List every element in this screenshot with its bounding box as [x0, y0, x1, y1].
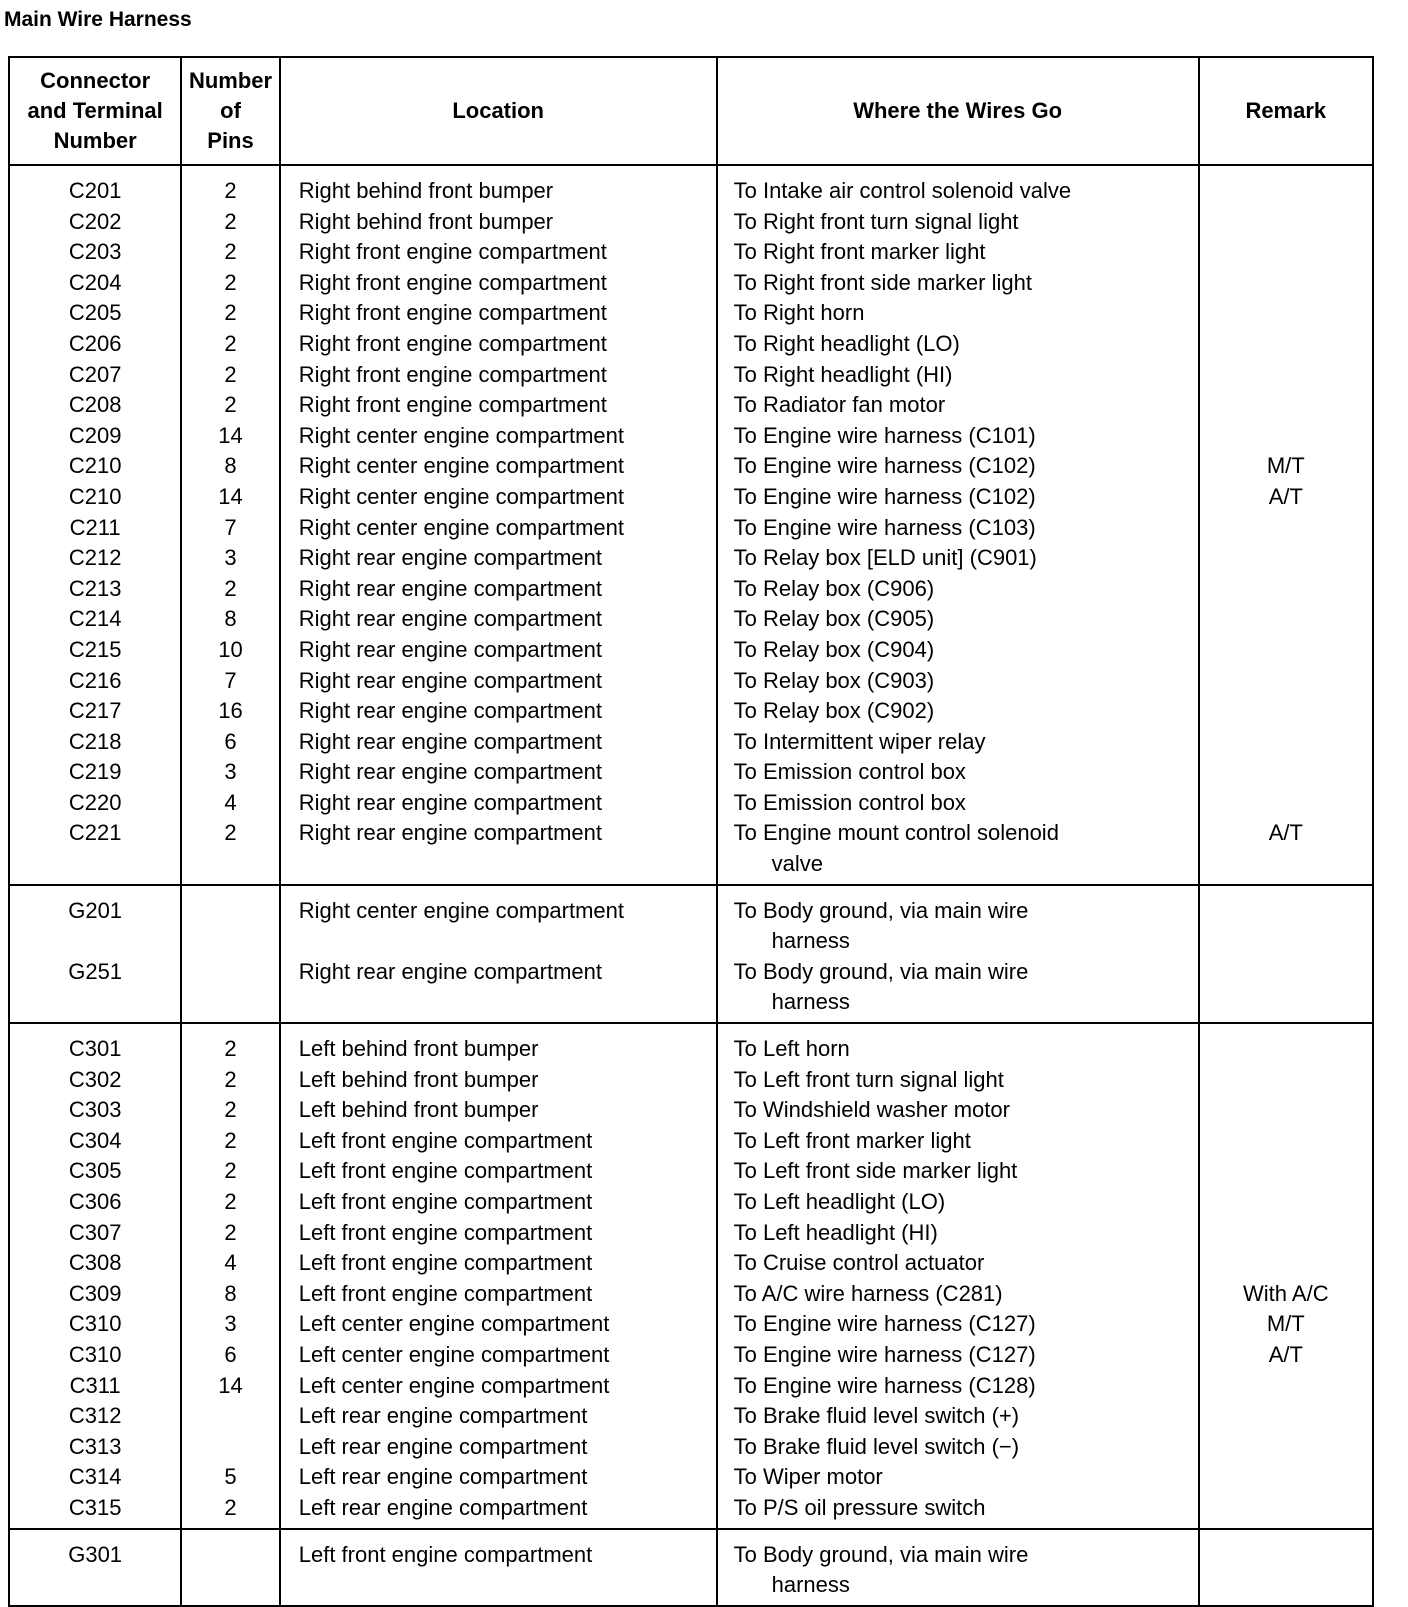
header-pins-line: of — [220, 98, 241, 123]
wires-text: To Intermittent wiper relay — [733, 728, 986, 754]
remark-cell — [1199, 885, 1373, 1023]
location-text: Right rear engine compartment — [298, 575, 602, 601]
location-text: Right rear engine compartment — [298, 958, 602, 984]
wires-text: To Emission control box — [733, 789, 966, 815]
pins-text — [182, 896, 278, 927]
location-cell — [280, 1529, 717, 1606]
remark-text — [1200, 635, 1372, 666]
header-location: Location — [280, 57, 717, 165]
connector-text: C307 — [68, 1219, 122, 1245]
wires-text: To Engine wire harness (C102) — [733, 453, 1036, 479]
wires-text: To Relay box (C906) — [733, 575, 935, 601]
connector-text: C210 — [68, 453, 122, 479]
pins-text: 8 — [224, 606, 237, 632]
location-text: Right rear engine compartment — [298, 728, 602, 754]
wires-text: To Right front turn signal light — [733, 208, 1019, 234]
wires-text: To Body ground, via main wire — [733, 1541, 1029, 1567]
wires-text: To Relay box [ELD unit] (C901) — [733, 545, 1037, 571]
pins-text: 2 — [224, 1097, 237, 1123]
pins-text: 3 — [224, 545, 237, 571]
header-row — [9, 57, 1373, 165]
connector-text: C315 — [68, 1494, 122, 1520]
pins-text: 5 — [224, 1464, 237, 1490]
location-text: Right rear engine compartment — [298, 606, 602, 632]
location-text: Left center engine compartment — [298, 1311, 610, 1337]
spacer — [1200, 849, 1372, 880]
remark-text — [1200, 696, 1372, 727]
pins-text — [182, 957, 278, 988]
connector-text: C203 — [68, 239, 122, 265]
pins-text: 2 — [224, 1036, 237, 1062]
pins-text: 7 — [224, 667, 237, 693]
connector-text: C219 — [68, 759, 122, 785]
location-text: Left rear engine compartment — [298, 1403, 588, 1429]
wires-text: To Right front side marker light — [733, 269, 1032, 295]
connector-text: C217 — [68, 698, 122, 724]
location-text: Right rear engine compartment — [298, 789, 602, 815]
wires-text: To P/S oil pressure switch — [733, 1494, 986, 1520]
connector-cell — [9, 1529, 181, 1606]
pins-text: 2 — [224, 1158, 237, 1184]
wires-text: To Wiper motor — [733, 1464, 883, 1490]
wires-text-continued: harness — [771, 1572, 850, 1598]
pins-text: 3 — [224, 759, 237, 785]
remark-text — [1200, 268, 1372, 299]
wires-text: To Relay box (C902) — [733, 698, 935, 724]
connector-text: C208 — [68, 392, 122, 418]
pins-text: 6 — [224, 728, 237, 754]
wires-text: To Intake air control solenoid valve — [733, 178, 1072, 203]
wires-text: To Right front marker light — [733, 239, 986, 265]
header-connector — [9, 57, 181, 165]
connector-cell — [9, 1023, 181, 1529]
wires-text: To Engine wire harness (C127) — [733, 1311, 1036, 1337]
pins-text: 14 — [218, 483, 243, 509]
wires-text: To Left headlight (HI) — [733, 1219, 938, 1245]
connector-text: C305 — [68, 1158, 122, 1184]
connector-text: C206 — [68, 330, 122, 356]
connector-text: C310 — [68, 1341, 122, 1367]
wires-text: To Right horn — [733, 300, 865, 326]
location-text: Left front engine compartment — [298, 1250, 593, 1276]
remark-text — [1200, 896, 1372, 927]
wires-text: To Cruise control actuator — [733, 1250, 985, 1276]
pins-text: 2 — [224, 1189, 237, 1214]
remark-text — [1200, 176, 1372, 207]
location-text: Right behind front bumper — [298, 178, 554, 203]
connector-text: C220 — [68, 789, 122, 815]
header-wires: Where the Wires Go — [717, 57, 1199, 165]
wires-text: To Windshield washer motor — [733, 1097, 1010, 1123]
location-text: Right front engine compartment — [298, 300, 607, 326]
connector-text: C214 — [68, 606, 122, 632]
header-connector-line: Number — [53, 128, 137, 153]
connector-text: C303 — [68, 1097, 122, 1123]
location-text: Right behind front bumper — [298, 208, 554, 234]
pins-text: 7 — [224, 514, 237, 540]
spacer — [1200, 1570, 1372, 1601]
connector-text: C306 — [68, 1189, 122, 1214]
wires-text: To Engine mount control solenoid — [733, 820, 1059, 846]
wires-text: To Relay box (C903) — [733, 667, 935, 693]
pins-text: 2 — [224, 300, 237, 326]
pins-cell — [181, 165, 279, 885]
remark-text — [1200, 207, 1372, 238]
location-cell — [280, 1023, 717, 1529]
remark-text — [1200, 1493, 1372, 1524]
location-text: Right rear engine compartment — [298, 759, 602, 785]
pins-text: 2 — [224, 269, 237, 295]
wires-text: To Left front turn signal light — [733, 1066, 1004, 1092]
remark-text — [1200, 1095, 1372, 1126]
location-text: Left center engine compartment — [298, 1341, 610, 1367]
location-text: Right center engine compartment — [298, 422, 625, 448]
group-row-left-connectors — [9, 1023, 1373, 1529]
remark-text: A/T — [1268, 820, 1303, 846]
connector-text: C210 — [68, 483, 122, 509]
connector-text: C202 — [68, 208, 122, 234]
connector-text: G251 — [68, 958, 123, 984]
spacer — [281, 849, 716, 880]
pins-text: 2 — [224, 1066, 237, 1092]
group-row-right-grounds — [9, 885, 1373, 1023]
wires-text: To Brake fluid level switch (−) — [733, 1433, 1020, 1459]
connector-text: C310 — [68, 1311, 122, 1337]
location-text: Right center engine compartment — [298, 514, 625, 540]
spacer — [1200, 926, 1372, 957]
connector-text: C308 — [68, 1250, 122, 1276]
connector-text: C201 — [68, 178, 122, 203]
remark-text — [1200, 1065, 1372, 1096]
remark-text — [1200, 237, 1372, 268]
pins-text: 2 — [224, 178, 237, 203]
location-text: Left front engine compartment — [298, 1158, 593, 1184]
connector-text: C302 — [68, 1066, 122, 1092]
location-text: Left rear engine compartment — [298, 1433, 588, 1459]
remark-text — [1200, 1371, 1372, 1402]
connector-text: C314 — [68, 1464, 122, 1490]
remark-text — [1200, 543, 1372, 574]
location-text: Left center engine compartment — [298, 1372, 610, 1398]
pins-text — [182, 1540, 278, 1571]
wires-text: To Engine wire harness (C102) — [733, 483, 1036, 509]
location-text: Left behind front bumper — [298, 1097, 539, 1123]
location-text: Right rear engine compartment — [298, 545, 602, 571]
pins-text: 2 — [224, 1494, 237, 1520]
wires-text: To Engine wire harness (C101) — [733, 422, 1036, 448]
location-text: Right front engine compartment — [298, 361, 607, 387]
pins-text: 8 — [224, 453, 237, 479]
connector-text: C312 — [68, 1403, 122, 1429]
connector-text: C313 — [68, 1433, 122, 1459]
remark-text — [1200, 1034, 1372, 1065]
pins-text: 14 — [218, 422, 243, 448]
connector-text: C209 — [68, 422, 122, 448]
location-text: Left behind front bumper — [298, 1036, 539, 1062]
remark-cell — [1199, 165, 1373, 885]
spacer — [10, 987, 180, 1018]
location-text: Left front engine compartment — [298, 1280, 593, 1306]
harness-table — [8, 56, 1374, 1607]
pins-text: 2 — [224, 361, 237, 387]
remark-text — [1200, 1187, 1372, 1218]
spacer — [281, 987, 716, 1018]
wires-text: To Left front marker light — [733, 1127, 971, 1153]
page-title: Main Wire Harness — [4, 8, 192, 31]
pins-text — [182, 1432, 278, 1463]
remark-text — [1200, 666, 1372, 697]
spacer — [182, 1570, 278, 1601]
location-text: Left front engine compartment — [298, 1127, 593, 1153]
remark-text — [1200, 757, 1372, 788]
spacer — [182, 926, 278, 957]
wires-text: To A/C wire harness (C281) — [733, 1280, 1003, 1306]
remark-text — [1200, 1156, 1372, 1187]
header-pins — [181, 57, 279, 165]
connector-text: C309 — [68, 1280, 122, 1306]
connector-text: C301 — [68, 1036, 122, 1062]
wires-text: To Body ground, via main wire — [733, 897, 1029, 923]
wires-text: To Relay box (C905) — [733, 606, 935, 632]
connector-text: C207 — [68, 361, 122, 387]
connector-text: C204 — [68, 269, 122, 295]
remark-text — [1200, 1432, 1372, 1463]
spacer — [281, 926, 716, 957]
connector-text: C213 — [68, 575, 122, 601]
remark-text — [1200, 788, 1372, 819]
group-row-left-grounds — [9, 1529, 1373, 1606]
location-text: Right center engine compartment — [298, 897, 625, 923]
connector-text: C304 — [68, 1127, 122, 1153]
pins-text: 6 — [224, 1341, 237, 1367]
header-pins-line: Pins — [207, 128, 254, 153]
remark-text — [1200, 1401, 1372, 1432]
location-text: Left front engine compartment — [298, 1219, 593, 1245]
location-text: Left rear engine compartment — [298, 1464, 588, 1490]
header-pins-line: Number — [188, 68, 273, 93]
pins-cell — [181, 885, 279, 1023]
remark-text — [1200, 1218, 1372, 1249]
location-text: Right rear engine compartment — [298, 667, 602, 693]
wires-text: To Engine wire harness (C103) — [733, 514, 1036, 540]
remark-text — [1200, 390, 1372, 421]
location-text: Right rear engine compartment — [298, 820, 602, 846]
pins-text: 2 — [224, 820, 237, 846]
wires-text: To Engine wire harness (C128) — [733, 1372, 1036, 1398]
wires-text: To Left horn — [733, 1036, 850, 1062]
remark-text — [1200, 421, 1372, 452]
location-text: Left front engine compartment — [298, 1541, 593, 1567]
location-cell — [280, 885, 717, 1023]
spacer — [10, 849, 180, 880]
wires-cell — [717, 165, 1199, 885]
connector-text: G201 — [68, 897, 123, 923]
wires-text-continued: valve — [771, 851, 823, 877]
wires-text-continued: harness — [771, 928, 850, 954]
location-text: Right front engine compartment — [298, 392, 607, 418]
spacer — [182, 849, 278, 880]
remark-text — [1200, 298, 1372, 329]
remark-text: A/T — [1268, 1341, 1303, 1367]
connector-text: C212 — [68, 545, 122, 571]
wires-text: To Brake fluid level switch (+) — [733, 1403, 1020, 1429]
pins-text: 16 — [218, 698, 243, 724]
connector-cell — [9, 165, 181, 885]
wires-text: To Right headlight (HI) — [733, 361, 953, 387]
wires-text: To Relay box (C904) — [733, 636, 935, 662]
pins-text: 2 — [224, 330, 237, 356]
location-text: Right rear engine compartment — [298, 636, 602, 662]
remark-text — [1200, 1126, 1372, 1157]
remark-text — [1200, 957, 1372, 988]
wires-text: To Radiator fan motor — [733, 392, 946, 418]
connector-text: C215 — [68, 636, 122, 662]
remark-text: A/T — [1268, 483, 1303, 509]
spacer — [10, 1570, 180, 1601]
remark-text — [1200, 1462, 1372, 1493]
wires-text: To Emission control box — [733, 759, 966, 785]
wires-text: To Left headlight (LO) — [733, 1189, 946, 1214]
location-text: Right front engine compartment — [298, 330, 607, 356]
remark-text — [1200, 360, 1372, 391]
wires-cell — [717, 1529, 1199, 1606]
wires-cell — [717, 885, 1199, 1023]
connector-text: C221 — [68, 820, 122, 846]
spacer — [281, 1570, 716, 1601]
location-text: Left front engine compartment — [298, 1189, 593, 1214]
remark-text: With A/C — [1243, 1280, 1329, 1306]
pins-text: 2 — [224, 1127, 237, 1153]
connector-text: C218 — [68, 728, 122, 754]
pins-text: 2 — [224, 575, 237, 601]
remark-cell — [1199, 1529, 1373, 1606]
connector-text: C205 — [68, 300, 122, 326]
wires-text: To Engine wire harness (C127) — [733, 1341, 1036, 1367]
location-text: Left rear engine compartment — [298, 1494, 588, 1520]
location-text: Right center engine compartment — [298, 453, 625, 479]
wires-text-continued: harness — [771, 989, 850, 1015]
wires-text: To Right headlight (LO) — [733, 330, 960, 356]
location-text: Right front engine compartment — [298, 239, 607, 265]
pins-text: 2 — [224, 208, 237, 234]
location-text: Right rear engine compartment — [298, 698, 602, 724]
connector-text: G301 — [68, 1541, 123, 1567]
wires-text: To Left front side marker light — [733, 1158, 1018, 1184]
header-connector-line: Connector — [40, 68, 151, 93]
pins-text: 14 — [218, 1372, 243, 1398]
pins-text: 10 — [218, 636, 243, 662]
connector-text: C211 — [69, 514, 121, 540]
remark-text — [1200, 1540, 1372, 1571]
location-text: Right front engine compartment — [298, 269, 607, 295]
spacer — [182, 987, 278, 1018]
wires-text: To Body ground, via main wire — [733, 958, 1029, 984]
remark-text — [1200, 574, 1372, 605]
pins-text: 4 — [224, 789, 237, 815]
pins-text: 8 — [224, 1280, 237, 1306]
remark-text — [1200, 329, 1372, 360]
remark-text — [1200, 604, 1372, 635]
header-remark: Remark — [1199, 57, 1373, 165]
pins-text: 2 — [224, 239, 237, 265]
location-cell — [280, 165, 717, 885]
location-text: Left behind front bumper — [298, 1066, 539, 1092]
remark-cell — [1199, 1023, 1373, 1529]
pins-text: 2 — [224, 392, 237, 418]
header-connector-line: and Terminal — [27, 98, 163, 123]
remark-text: M/T — [1266, 453, 1305, 479]
connector-text: C216 — [68, 667, 122, 693]
connector-text: C311 — [69, 1372, 121, 1398]
pins-text: 2 — [224, 1219, 237, 1245]
location-text: Right center engine compartment — [298, 483, 625, 509]
remark-text — [1200, 513, 1372, 544]
pins-text: 3 — [224, 1311, 237, 1337]
wires-cell — [717, 1023, 1199, 1529]
pins-cell — [181, 1529, 279, 1606]
remark-text — [1200, 727, 1372, 758]
spacer — [1200, 987, 1372, 1018]
remark-text — [1200, 1248, 1372, 1279]
remark-text: M/T — [1266, 1311, 1305, 1337]
spacer — [10, 926, 180, 957]
pins-cell — [181, 1023, 279, 1529]
connector-cell — [9, 885, 181, 1023]
group-row-right-connectors — [9, 165, 1373, 885]
pins-text: 4 — [224, 1250, 237, 1276]
pins-text — [182, 1401, 278, 1432]
